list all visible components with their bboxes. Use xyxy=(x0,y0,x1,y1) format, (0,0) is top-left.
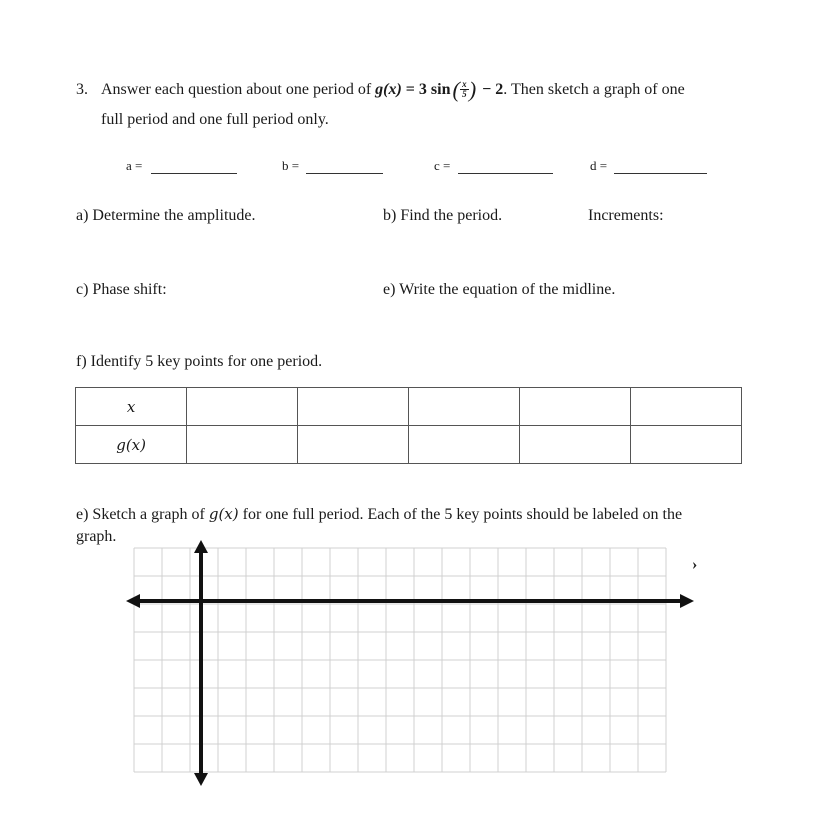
part-a-amplitude: a) Determine the amplitude. xyxy=(76,207,256,224)
equation-tail: − 2 xyxy=(478,81,504,98)
grid-lines xyxy=(134,548,666,772)
table-cell-x-label: x xyxy=(76,388,187,426)
question-intro: Answer each question about one period of xyxy=(101,81,372,98)
y-axis-bottom-arrow xyxy=(194,773,208,786)
sketch-prompt-end: for one full period. Each of the 5 key points should be labeled on the xyxy=(242,506,683,523)
param-b-label: b = xyxy=(282,158,300,173)
y-axis-top-arrow xyxy=(194,540,208,553)
param-d-label: d = xyxy=(590,158,608,173)
function-name: g(x) xyxy=(375,81,402,98)
part-e-sketch-line2: graph. xyxy=(76,528,117,545)
part-c-phase-shift: c) Phase shift: xyxy=(76,281,167,298)
increments-label: Increments: xyxy=(588,207,664,224)
x-axis-left-arrow xyxy=(126,594,140,608)
sketch-function-name: g(x) xyxy=(208,505,239,523)
part-e-midline: e) Write the equation of the midline. xyxy=(383,281,616,298)
fraction-denominator: 5 xyxy=(462,88,467,99)
sketch-prompt-start: e) Sketch a graph of xyxy=(76,506,205,523)
question-number: 3. xyxy=(76,81,88,98)
part-b-period: b) Find the period. xyxy=(383,207,503,224)
stray-arrow-mark: › xyxy=(692,556,698,573)
param-a-label: a = xyxy=(126,158,143,173)
question-intro-end: . Then sketch a graph of one xyxy=(503,81,685,98)
equation-sin-part: = 3 sin xyxy=(401,81,451,98)
part-f-key-points: f) Identify 5 key points for one period. xyxy=(76,353,323,370)
fraction-numerator: x xyxy=(460,80,469,90)
question-prompt-line2: full period and one full period only. xyxy=(101,111,329,128)
x-axis-right-arrow xyxy=(680,594,694,608)
param-c-label: c = xyxy=(434,158,451,173)
equation-fraction: ( $\frac{x}{5}$ ) xyxy=(452,76,477,102)
table-cell-gx-label: g(x) xyxy=(76,426,187,464)
